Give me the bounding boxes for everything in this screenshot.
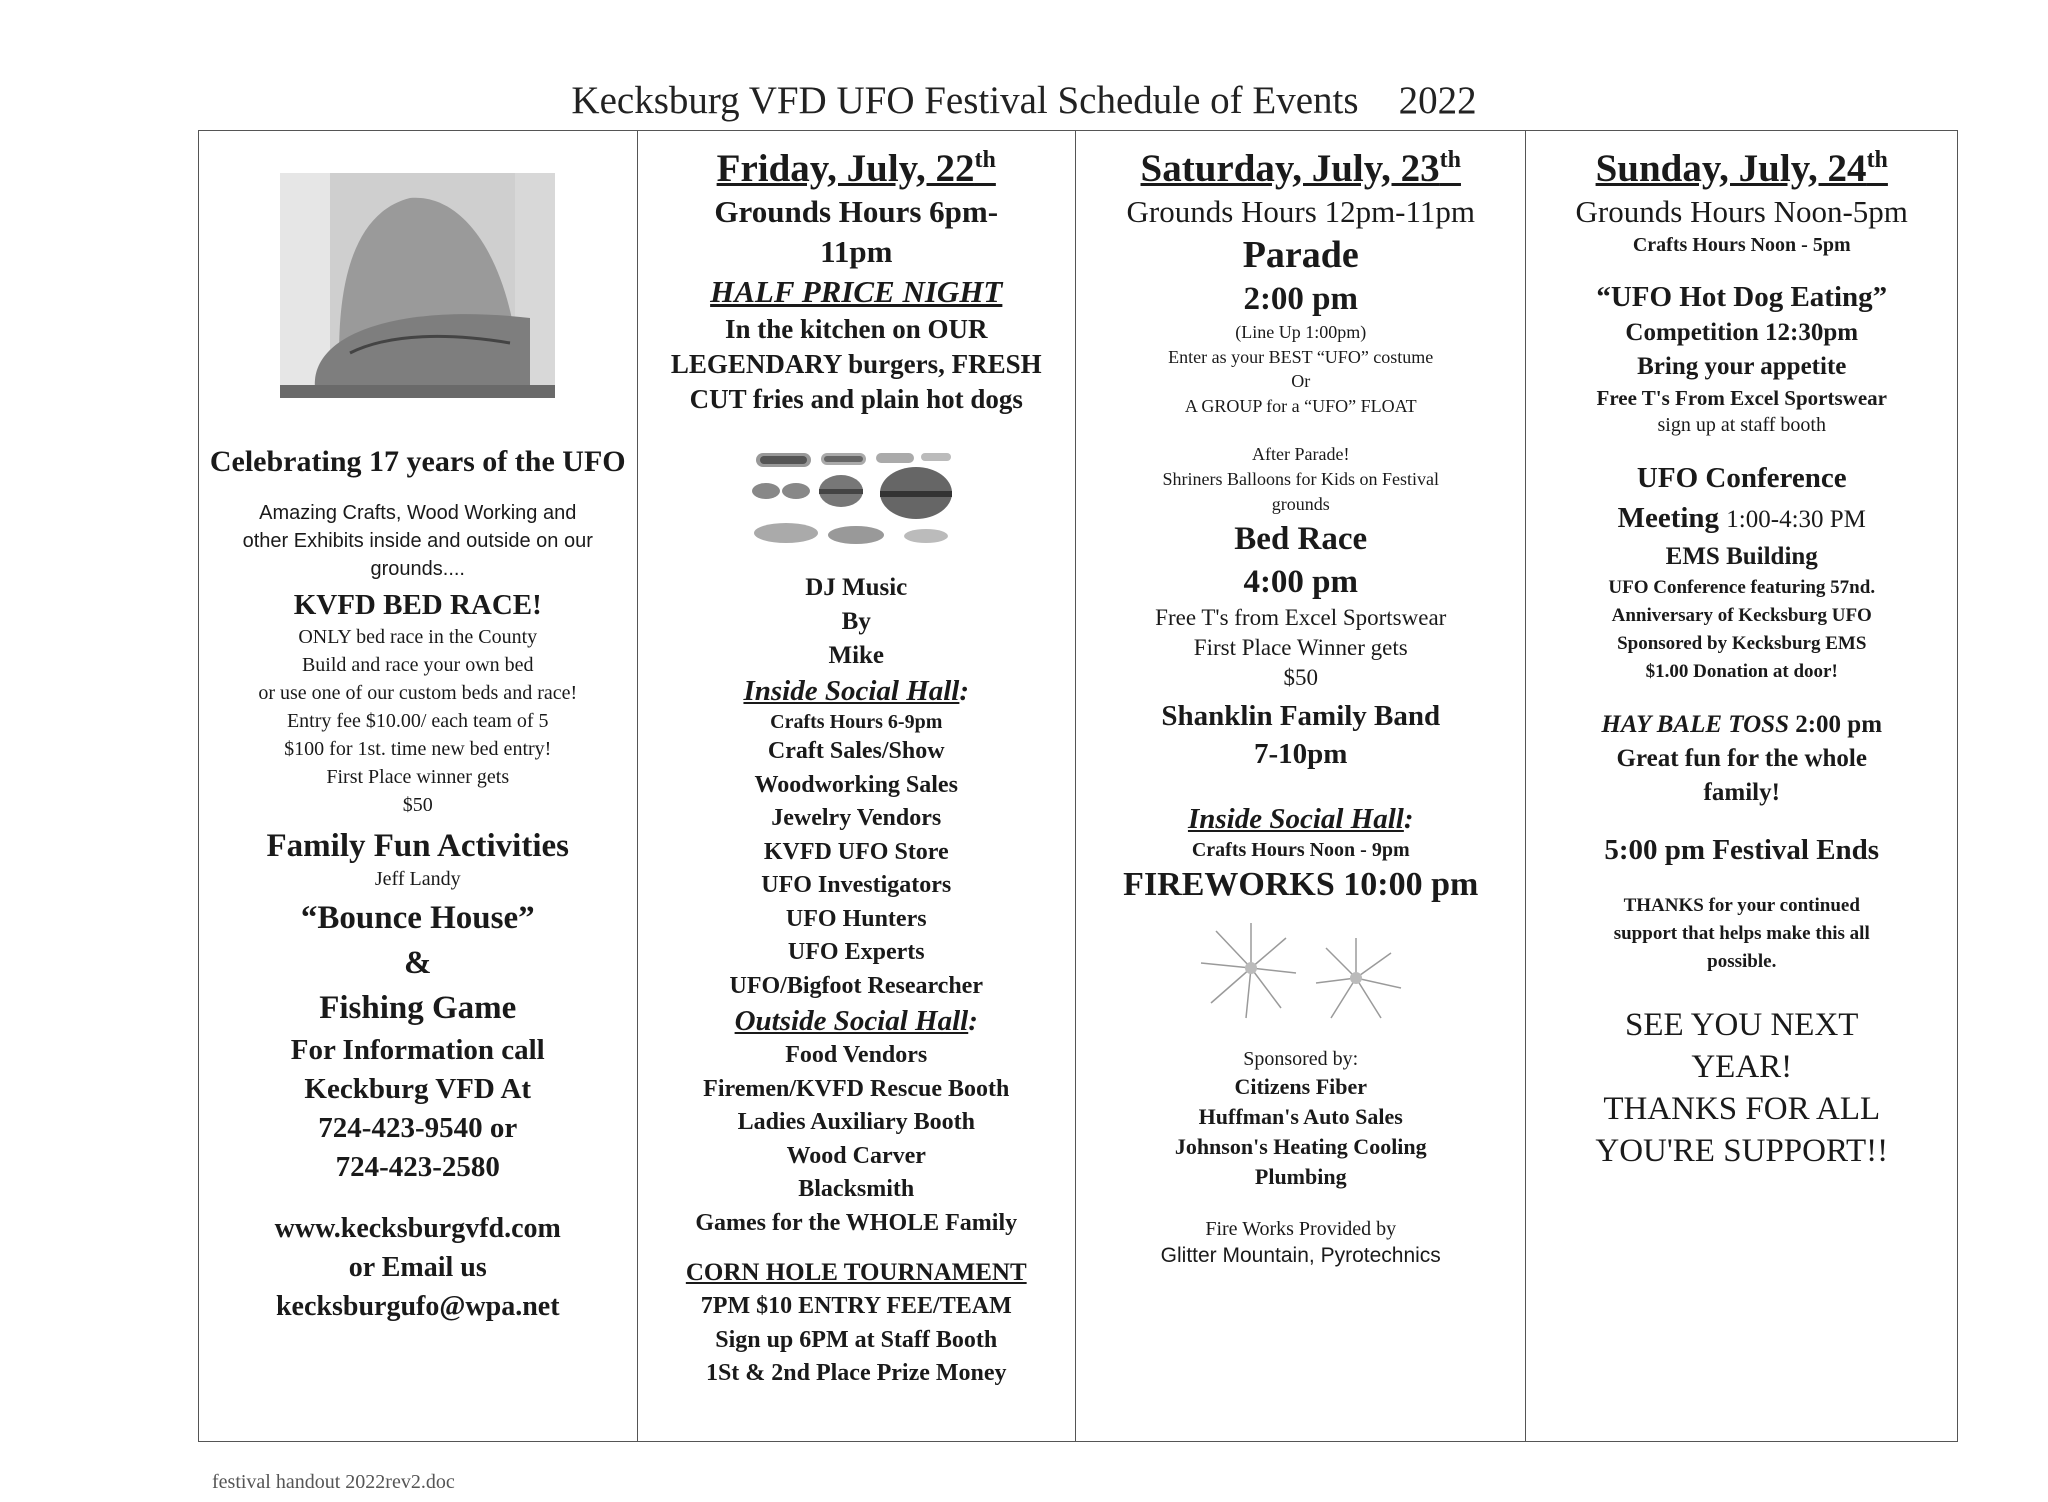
parade-line: A GROUP for a “UFO” FLOAT [1184,395,1417,416]
conference-meeting [1526,498,1957,540]
after-line: After Parade! [1252,444,1350,464]
hay-bale-info [1526,742,1957,810]
sponsor: Johnson's Heating Cooling [1174,1134,1427,1159]
fireworks-heading: FIREWORKS 10:00 pm [1123,866,1479,903]
bounce-house: “Bounce House” [300,900,535,936]
dj-line: By [841,608,871,635]
inside-item: KVFD UFO Store [763,838,949,865]
bed-race-prizes [1076,603,1525,693]
see-line: SEE YOU NEXT [1625,1007,1859,1043]
cornhole-heading: CORN HOLE TOURNAMENT [685,1259,1027,1286]
inside-social-hall-heading: Inside Social Hall: [1187,803,1414,835]
sponsor: Citizens Fiber [1234,1074,1368,1099]
bed-line: First Place winner gets [326,766,510,788]
parade-heading: Parade [1242,234,1359,276]
crafts-info [199,499,637,583]
prize-line: First Place Winner gets [1193,635,1408,660]
sunday-grounds-hours: Grounds Hours Noon-5pm [1575,194,1908,229]
saturday-day: Saturday, July, 23 [1140,147,1440,190]
hay-bale-label: HAY BALE TOSS [1601,711,1789,738]
sunday-suffix: th [1866,147,1888,173]
ufo-monument-photo [280,173,555,398]
half-price-night: HALF PRICE NIGHT [710,274,1003,309]
saturday-suffix: th [1439,147,1461,173]
meeting-time: 1:00-4:30 PM [1726,506,1866,533]
grounds-line: Grounds Hours 6pm- [714,194,999,229]
outside-item: Ladies Auxiliary Booth [737,1109,975,1135]
sunday-crafts-hours: Crafts Hours Noon - 5pm [1632,234,1851,256]
title-text: Kecksburg VFD UFO Festival Schedule of Events [571,79,1359,122]
conf-line: UFO Conference featuring 57nd. [1608,577,1876,598]
hay-line: family! [1703,779,1780,806]
after-line: grounds [1271,494,1330,514]
crafts-line: grounds.... [370,558,465,580]
fireworks-illustration [1171,913,1431,1028]
sponsors-list [1076,1072,1525,1192]
thanks-line: possible. [1707,951,1777,972]
dj-info [638,571,1076,673]
sponsored-by: Sponsored by: [1243,1048,1359,1070]
thanks-text [1526,892,1957,920]
hay-line: Great fun for the whole [1616,745,1867,772]
thanks-line: support that helps make this all [1613,923,1870,944]
after-parade-info [1076,442,1525,517]
jeff-landy: Jeff Landy [374,868,461,890]
festival-ends: 5:00 pm Festival Ends [1604,834,1880,866]
outside-item: Food Vendors [785,1042,928,1068]
bed-line: Build and race your own bed [301,654,534,676]
sunday-heading [1526,137,1957,192]
inside-item: UFO Experts [787,939,925,965]
outside-item: Wood Carver [786,1142,926,1169]
inside-item: Jewelry Vendors [771,805,942,831]
crafts-hours: Crafts Hours Noon - 9pm [1191,839,1410,861]
inside-item: Woodworking Sales [754,771,958,798]
web-info [199,1209,637,1326]
conf-line: $1.00 Donation at door! [1645,661,1838,682]
info-line: Keckburg VFD At [304,1073,532,1105]
thanks-rest: for your continued [1703,895,1860,916]
outside-social-hall-heading: Outside Social Hall: [734,1005,978,1037]
conf-line: Sponsored by Kecksburg EMS [1617,633,1867,654]
meeting-label: Meeting [1617,502,1727,534]
saturday-grounds-hours: Grounds Hours 12pm-11pm [1126,194,1475,229]
inside-items [638,735,1076,1003]
see-you-next-year [1526,1004,1957,1172]
signup-text: sign up at staff booth [1657,414,1826,436]
friday-day: Friday, July, 22 [716,147,975,190]
inside-item: UFO/Bigfoot Researcher [729,972,983,999]
bed-line: $100 for 1st. time new bed entry! [284,738,552,760]
cornhole-line: 1St & 2nd Place Prize Money [705,1360,1007,1386]
parade-info [1076,320,1525,418]
crafts-hours: Crafts Hours 6-9pm [770,711,943,733]
inside-item: UFO Investigators [761,872,952,898]
band-name: Shanklin Family Band [1161,700,1441,732]
sunday-day: Sunday, July, 24 [1595,147,1867,190]
ufo-conference-heading: UFO Conference [1636,462,1847,494]
bed-line: ONLY bed race in the County [298,626,538,648]
title-year: 2022 [1398,79,1477,122]
parade-line: (Line Up 1:00pm) [1235,322,1367,342]
info-column [199,131,638,1441]
celebrating-text: Celebrating 17 years of the UFO [209,445,626,478]
cornhole-line: Sign up 6PM at Staff Booth [715,1326,998,1353]
friday-heading [638,137,1076,192]
kitchen-line: LEGENDARY burgers, FRESH [670,349,1042,379]
phone-2: 724-423-2580 [335,1151,500,1183]
thanks-label: THANKS [1623,895,1704,916]
document-title [0,78,2048,123]
food-illustration [746,443,966,553]
prize-line: Free T's from Excel Sportswear [1155,605,1447,630]
inside-hall-label: Inside Social Hall [1187,803,1404,835]
outside-item: Firemen/KVFD Rescue Booth [703,1075,1010,1102]
inside-social-hall-heading: Inside Social Hall: [743,675,970,707]
friday-suffix: th [974,147,996,173]
bed-line: Entry fee $10.00/ each team of 5 [286,710,549,732]
appetite-text: Bring your appetite [1637,353,1847,380]
band-time: 7-10pm [1254,738,1348,770]
outside-items [638,1039,1076,1240]
kitchen-info [638,312,1076,417]
inside-item: Craft Sales/Show [767,738,945,764]
dj-line: DJ Music [805,574,908,601]
info-line: For Information call [290,1034,545,1066]
email-label: or Email us [348,1252,487,1283]
dj-line: Mike [828,642,885,669]
sunday-column [1526,131,1957,1441]
see-line: YOU'RE SUPPORT!! [1595,1133,1889,1169]
grounds-line: 11pm [820,234,893,269]
fireworks-provider: Glitter Mountain, Pyrotechnics [1160,1244,1441,1267]
cornhole-line: 7PM $10 ENTRY FEE/TEAM [700,1293,1012,1319]
fishing-game: Fishing Game [319,990,517,1026]
sponsor: Huffman's Auto Sales [1198,1104,1403,1129]
hot-dog-contest: “UFO Hot Dog Eating” [1596,281,1888,313]
parade-line: Enter as your BEST “UFO” costume [1168,346,1434,367]
hay-bale-time: 2:00 pm [1788,711,1883,738]
cornhole-info [638,1290,1076,1391]
free-tshirts: Free T's From Excel Sportswear [1596,386,1887,410]
see-line: YEAR! [1691,1049,1793,1085]
crafts-line: Amazing Crafts, Wood Working and [259,502,577,524]
band-info [1076,697,1525,773]
bed-line: $50 [402,794,433,816]
phone-1: 724-423-9540 or [318,1112,518,1144]
outside-hall-label: Outside Social Hall [734,1005,969,1037]
saturday-heading [1076,137,1525,192]
conference-info [1526,574,1957,686]
after-line: Shriners Balloons for Kids on Festival [1162,469,1439,489]
hay-bale-toss [1526,708,1957,742]
ampersand: & [404,945,432,981]
friday-grounds-hours [638,192,1076,272]
conf-line: Anniversary of Kecksburg UFO [1611,605,1872,626]
competition-time: Competition 12:30pm [1625,319,1859,346]
schedule-table [198,130,1958,1442]
saturday-column [1076,131,1526,1441]
family-fun-heading: Family Fun Activities [266,828,569,864]
see-line: THANKS FOR ALL [1603,1091,1881,1127]
outside-item: Blacksmith [798,1176,915,1202]
thanks-info [1526,920,1957,976]
sponsor: Plumbing [1254,1164,1347,1189]
parade-line: Or [1291,371,1311,391]
email-link[interactable]: kecksburgufo@wpa.net [275,1291,560,1322]
fireworks-provided-by: Fire Works Provided by [1205,1218,1397,1240]
bed-race-info [199,623,637,819]
kitchen-line: CUT fries and plain hot dogs [689,384,1023,414]
inside-item: UFO Hunters [785,905,927,932]
bed-race-time: 4:00 pm [1243,564,1359,600]
bed-line: or use one of our custom beds and race! [258,682,578,704]
bed-race-title: KVFD BED RACE! [293,589,542,621]
friday-column [638,131,1077,1441]
outside-item: Games for the WHOLE Family [695,1209,1018,1236]
footer-filename: festival handout 2022rev2.doc [212,1471,455,1493]
prize-line: $50 [1283,665,1318,690]
ems-building: EMS Building [1665,543,1818,570]
website-link[interactable]: www.kecksburgvfd.com [274,1213,561,1244]
bed-race-heading: Bed Race [1234,521,1368,557]
contact-info [199,1031,637,1187]
inside-hall-label: Inside Social Hall [743,675,960,707]
crafts-line: other Exhibits inside and outside on our [242,530,593,552]
parade-time: 2:00 pm [1243,281,1359,317]
kitchen-line: In the kitchen on OUR [724,314,988,344]
